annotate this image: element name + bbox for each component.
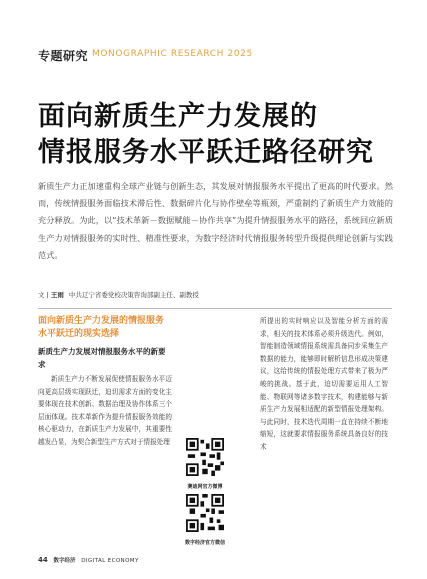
qr-caption: 数字经济官方微信 [184,540,225,546]
qr-code-icon [186,494,224,532]
section-label-en: MONOGRAPHIC RESEARCH 2025 [92,49,253,59]
author-name: 王雨 [50,291,64,299]
subsection-heading: 新质生产力发展对情报服务水平的新要求 [38,347,166,369]
author-prefix: 文 | [38,291,49,299]
article-title-line-2: 情报服务水平跃迁路径研究 [38,137,374,168]
abstract: 新质生产力正加速重构全球产业链与创新生态，其发展对情报服务水平提出了更高的时代要求。然而，传统情报服务面临技术滞后性、数据碎片化与协作壁垒等瓶颈，严重制约了新质生产力效能的充分释放。为此，以“技术革新－数据赋能－协作共享”为提升情报服务水平的路径，系统回应新质生产力对情报服务的实时性、精准性要求，为数字经济时代情报服务转型升级提供理论创新与实践范式。 [38,181,393,260]
section-heading: 面向新质生产力发展的情报服务水平跃迁的现实选择 [38,316,165,339]
body-paragraph-left: 新质生产力不断发展促使情报服务水平迈向更高层级实现跃迁，迫切需求方面的变化主要体现在技术创新、数据治理及协作体系三个层面体现。技术革新作为提升情报服务效能的核心驱动力，在新质生产力发展中，其重要性越发凸显，为契合新型生产方式对于情报处理 [38,375,172,446]
qr-code-icon [186,438,224,476]
right-column [260,315,388,454]
page-number: 44 [38,556,48,564]
journal-name-en: DIGITAL ECONOMY [81,558,139,564]
qr-code-weibo [176,438,234,490]
qr-caption: 赛迪网官方微博 [187,484,223,490]
section-label-cn: 专题研究 [38,49,89,63]
author-line [38,290,199,299]
qr-code-wechat [176,494,234,546]
author-affiliation: 中共辽宁省委党校决策咨询部副主任、副教授 [68,291,199,299]
journal-name: 数字经济 [53,558,76,564]
left-column [38,315,172,449]
divider [38,308,392,309]
body-paragraph-right: 所提出的实时响应以及智能分析方面的需求，相关的技术体系必须升级迭代。例如，智能制造领域情报系统需具备同步采集生产数据的能力，能够即时解析信息形成决策建议，这给传统的情报处理方式带来了极为严峻的挑战。基于此，迫切需要运用人工智能、物联网等诸多数字技术，构建能够与新质生产力发展相适配的新型情报处理架构。与此同时，技术迭代周期一直在持续不断地缩短，这就要求情报服务系统具备良好的技术 [260,317,388,451]
page-footer [38,556,139,564]
article-title-line-1: 面向新质生产力发展的 [38,101,318,132]
